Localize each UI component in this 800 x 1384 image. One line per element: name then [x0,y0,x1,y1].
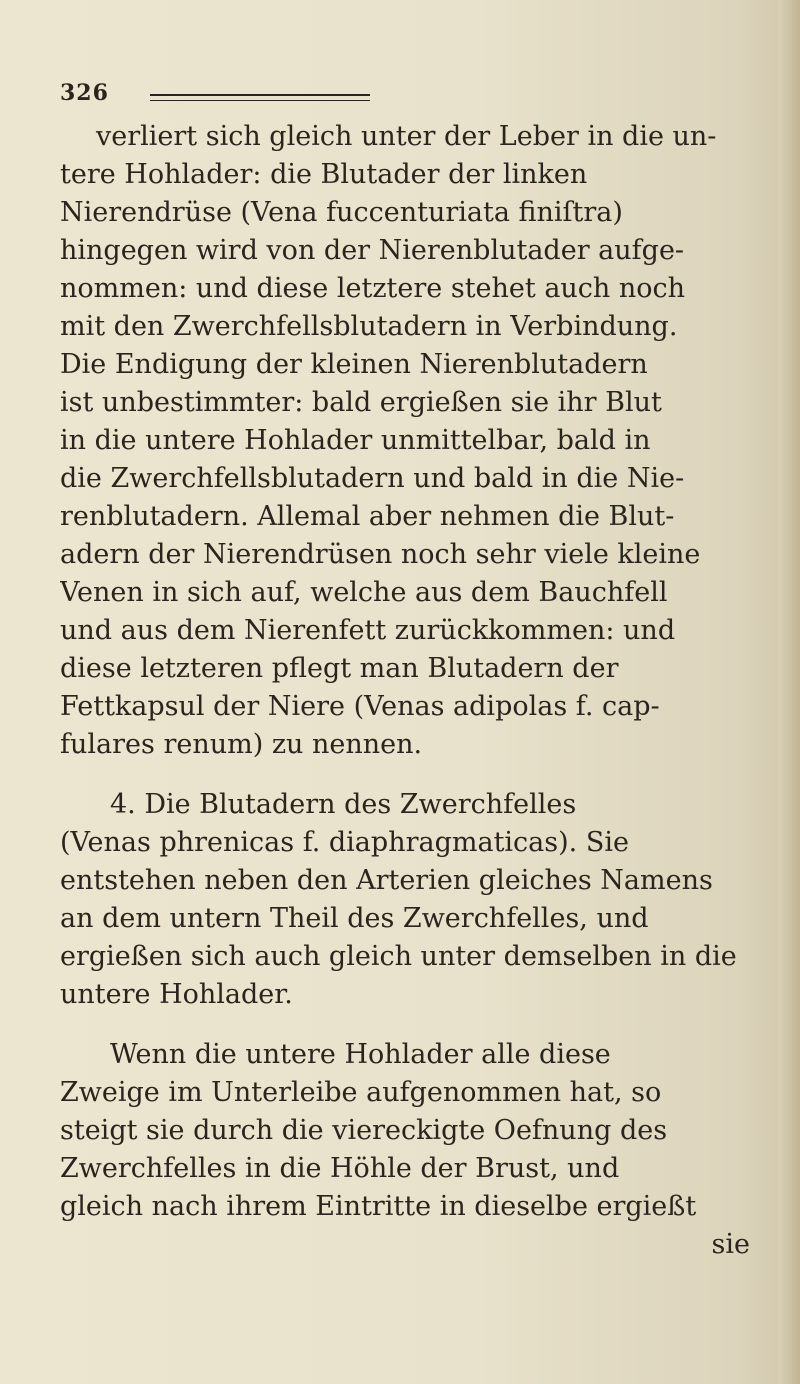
section-heading: 4. Die Blutadern des Zwerchfelles [110,789,577,820]
text-line: nommen: und diese letztere stehet auch noch [60,273,686,304]
text-line: fulares renum) zu nennen. [60,729,423,760]
text-line: in die untere Hohlader unmittelbar, bald in [60,425,651,456]
body-text [60,118,760,1264]
text-line: an dem untern Theil des Zwerchfelles, und [60,903,649,934]
text-line: Zweige im Unterleibe aufgenommen hat, so [60,1077,662,1108]
header-rule [150,94,370,101]
text-line: Venen in sich auf, welche aus dem Bauchfell [60,577,668,608]
text-line: steigt sie durch die viereckigte Oefnung des [60,1115,668,1146]
text-line: diese letzteren pflegt man Blutadern der [60,653,619,684]
text-line: hingegen wird von der Nierenblutader aufge- [60,235,685,266]
text-line: adern der Nierendrüsen noch sehr viele kleine [60,539,701,570]
text-line: tere Hohlader: die Blutader der linken [60,159,588,190]
page-number: 326 [60,80,109,106]
text-line: ergießen sich auch gleich unter demselben in die [60,941,737,972]
catchword: sie [711,1229,750,1260]
text-line: Die Endigung der kleinen Nierenblutadern [60,349,648,380]
text-line: die Zwerchfellsblutadern und bald in die Nie- [60,463,685,494]
text-line: mit den Zwerchfellsblutadern in Verbindung. [60,311,678,342]
text-line: (Venas phrenicas f. diaphragmaticas). Sie [60,827,629,858]
text-line: entstehen neben den Arterien gleiches Namens [60,865,713,896]
text-line: renblutadern. Allemal aber nehmen die Blut- [60,501,675,532]
text-line: untere Hohlader. [60,979,293,1010]
text-line: gleich nach ihrem Eintritte in dieselbe ergießt [60,1191,697,1222]
text-line: Fettkapsul der Niere (Venas adipolas f. cap- [60,691,660,722]
text-line: Wenn die untere Hohlader alle diese [110,1039,611,1070]
text-line: Nierendrüse (Vena fuccenturiata finiſtra) [60,197,623,228]
text-line: ist unbestimmter: bald ergießen sie ihr Blut [60,387,662,418]
text-line: Zwerchfelles in die Höhle der Brust, und [60,1153,620,1184]
page-edge [778,0,800,1384]
text-line: und aus dem Nierenfett zurückkommen: und [60,615,676,646]
text-line: verliert sich gleich unter der Leber in die un- [96,121,717,152]
